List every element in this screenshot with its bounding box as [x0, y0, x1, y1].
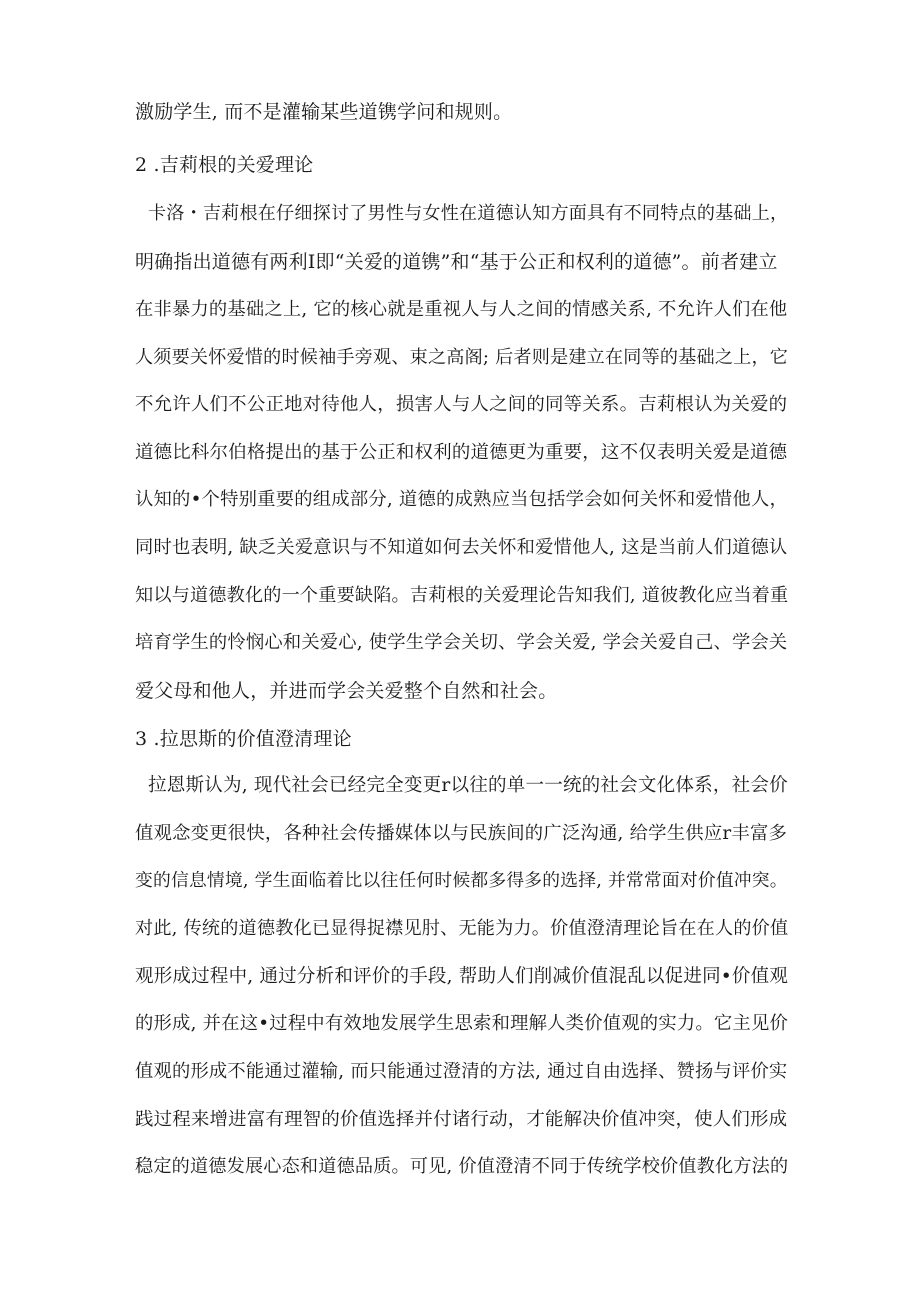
paragraph-line: 人须要关怀爱惜的时候袖手旁观、束之高阁; 后者则是建立在同等的基础之上，它 — [135, 347, 789, 368]
paragraph-line: 稳定的道德发展心态和道德品质。可见, 价值澄清不同于传统学校价值教化方法的 — [135, 1156, 789, 1177]
paragraph-line: 拉恩斯认为, 现代社会已经完全变更r以往的单一一统的社会文化体系，社会价 — [148, 775, 788, 796]
paragraph-line: 在非暴力的基础之上, 它的核心就是重视人与人之间的情感关系, 不允许人们在他 — [135, 299, 788, 320]
paragraph-line: 知以与道德教化的一个重要缺陷。吉莉根的关爱理论告知我们, 道彼教化应当着重 — [135, 585, 789, 606]
paragraph-line: 同时也表明, 缺乏关爱意识与不知道如何去关怀和爱惜他人, 这是当前人们道德认 — [135, 537, 788, 558]
paragraph-line: 值观的形成不能通过灌输, 而只能通过澄清的方法, 通过自由选择、赞扬与评价实 — [135, 1061, 788, 1082]
paragraph-line: 践过程来增进富有理智的价值选择并付诸行动，才能解决价值冲突，使人们形成 — [135, 1109, 788, 1130]
paragraph-line: 卡洛・吉莉根在仔细探讨了男性与女性在道德认知方面具有不同特点的基础上， — [148, 203, 789, 224]
paragraph-line: 培育学生的怜悯心和关爱心, 使学生学会关切、学会关爱, 学会关爱自己、学会关 — [135, 632, 788, 653]
paragraph-line: 不允许人们不公正地对待他人，损害人与人之间的同等关系。吉莉根认为关爱的 — [135, 394, 788, 415]
paragraph-line: 激励学生, 而不是灌输某些道镌学问和规则。 — [135, 101, 513, 123]
section-heading: 2 .吉莉根的关爱理论 — [135, 154, 314, 176]
paragraph-line: 爱父母和他人，并进而学会关爱整个自然和社会。 — [135, 680, 558, 702]
paragraph-line: 变的信息情境, 学生面临着比以往任何时候都多得多的选择, 并常常面对价值冲突。 — [135, 870, 788, 891]
paragraph-line: 的形成, 并在这•过程中有效地发展学生思索和理解人类价值观的实力。它主见价 — [135, 1013, 789, 1034]
paragraph-line: 对此, 传统的道德教化已显得捉襟见肘、无能为力。价值澄清理论旨在在人的价值 — [135, 918, 789, 939]
paragraph-line: 观形成过程中, 通过分析和评价的手段, 帮助人们削减价值混乱以促进同•价值观 — [135, 966, 789, 987]
paragraph-line: 认知的•个特别重要的组成部分, 道德的成熟应当包括学会如何关怀和爱惜他人， — [135, 489, 789, 510]
paragraph-line: 道德比科尔伯格提出的基于公正和权利的道德更为重要，这不仅表明关爱是道德 — [135, 442, 788, 463]
paragraph-line: 明确指出道德有两利I即“关爱的道镌”和“基于公正和权利的道德”。前者建立 — [135, 251, 778, 273]
section-heading: 3 .拉思斯的价值澄清理论 — [135, 728, 352, 750]
paragraph-line: 值观念变更很快，各种社会传播媒体以与民族间的广泛沟通, 给学生供应r丰富多 — [135, 823, 788, 844]
